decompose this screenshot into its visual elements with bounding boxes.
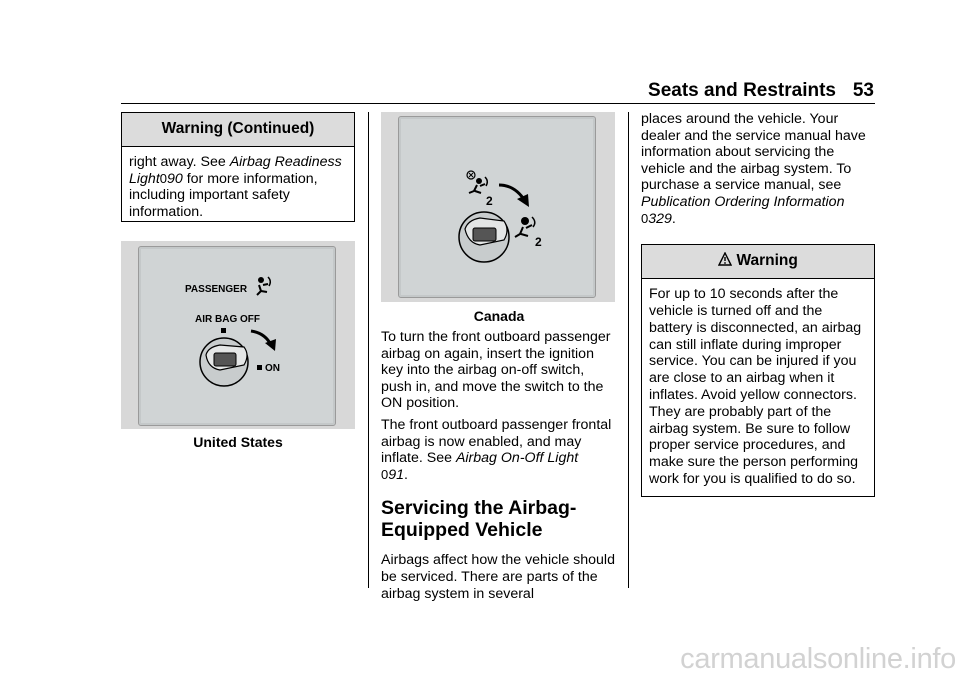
paragraph-enabled: The front outboard passenger frontal airbag is now enabled, and may inflate. See Airbag On-Off Light 091. <box>381 416 612 483</box>
column-divider-1 <box>368 112 369 588</box>
paragraph-turn-on: To turn the front outboard passenger airbag on again, insert the ignition key into the airbag on-off switch, push in, and move the switch to the ON position. <box>381 329 611 412</box>
us-figure-caption: United States <box>193 434 283 450</box>
passenger-label: PASSENGER <box>185 284 248 295</box>
page-ref-icon: 0 <box>159 170 167 186</box>
ignition-key-switch[interactable] <box>459 212 509 262</box>
watermark: carmanualsonline.info <box>680 643 956 675</box>
page-ref-91[interactable]: 91 <box>388 466 405 483</box>
warning-body <box>642 279 874 496</box>
publication-ordering-link[interactable]: Publication Ordering Information <box>641 193 845 210</box>
page-number: 53 <box>852 80 874 101</box>
header-rule <box>121 103 875 104</box>
page-ref-329[interactable]: 329 <box>648 210 672 227</box>
warning-continued-title: Warning (Continued) <box>122 113 354 147</box>
on-label: ON <box>265 363 280 374</box>
warning-triangle-icon <box>718 252 736 269</box>
ignition-key-switch[interactable] <box>200 338 248 386</box>
us-switch-illustration <box>139 247 335 425</box>
page-header <box>0 0 960 104</box>
airbag-off-icon <box>467 171 487 193</box>
warning-continued-text: right away. See Airbag Readiness Light090 for more information, including important safety information. <box>129 154 342 220</box>
canada-figure-caption: Canada <box>473 308 525 324</box>
canada-switch-illustration <box>399 117 595 297</box>
warning-text: For up to 10 seconds after the vehicle is turned off and the battery is disconnected, an airbag can still inflate during improper service. You can be injured if you are close to an airbag when it inflates. Avoid yellow connectors. They are probably part of the airbag system. Be sure to follow proper service procedures, and make sure the person performing work for you is qualified to do so. <box>649 286 862 487</box>
airbag-readiness-light-link[interactable]: Airbag Readiness Light <box>129 154 342 187</box>
servicing-heading: Servicing the Airbag-Equipped Vehicle <box>381 497 577 542</box>
paragraph-servicing: Airbags affect how the vehicle should be serviced. There are parts of the airbag system in several <box>381 552 615 602</box>
off-position-marker <box>221 328 226 333</box>
column-1 <box>121 112 355 450</box>
warning-title: Warning <box>642 245 874 279</box>
warning-continued-box <box>121 112 355 222</box>
airbag-off-label: AIR BAG OFF <box>195 314 260 325</box>
passenger-airbag-icon <box>257 277 270 295</box>
page-ref-icon: 0 <box>641 210 649 226</box>
paragraph-service-manual: places around the vehicle. Your dealer and the service manual have information about servicing the vehicle and the airbag system. To purchase a service manual, see Publication Ordering Information 0329. <box>641 111 866 227</box>
page-ref-90[interactable]: 90 <box>167 170 183 187</box>
airbag-on-icon <box>515 217 535 237</box>
on-position-marker <box>257 365 262 370</box>
canada-airbag-switch-figure <box>381 112 615 302</box>
section-title: Seats and Restraints <box>648 80 836 101</box>
canada-switch-panel <box>398 116 596 298</box>
seat-position-label-b: 2 <box>535 235 542 249</box>
airbag-on-off-light-link[interactable]: Airbag On-Off Light <box>455 450 579 467</box>
warning-box <box>641 244 875 497</box>
seat-position-label-a: 2 <box>486 194 493 208</box>
us-switch-panel <box>138 246 336 426</box>
column-3 <box>641 112 875 497</box>
column-2 <box>381 112 617 602</box>
page-ref-icon: 0 <box>381 466 389 482</box>
us-airbag-switch-figure <box>121 241 355 429</box>
warning-continued-body <box>122 147 354 228</box>
column-divider-2 <box>628 112 629 588</box>
